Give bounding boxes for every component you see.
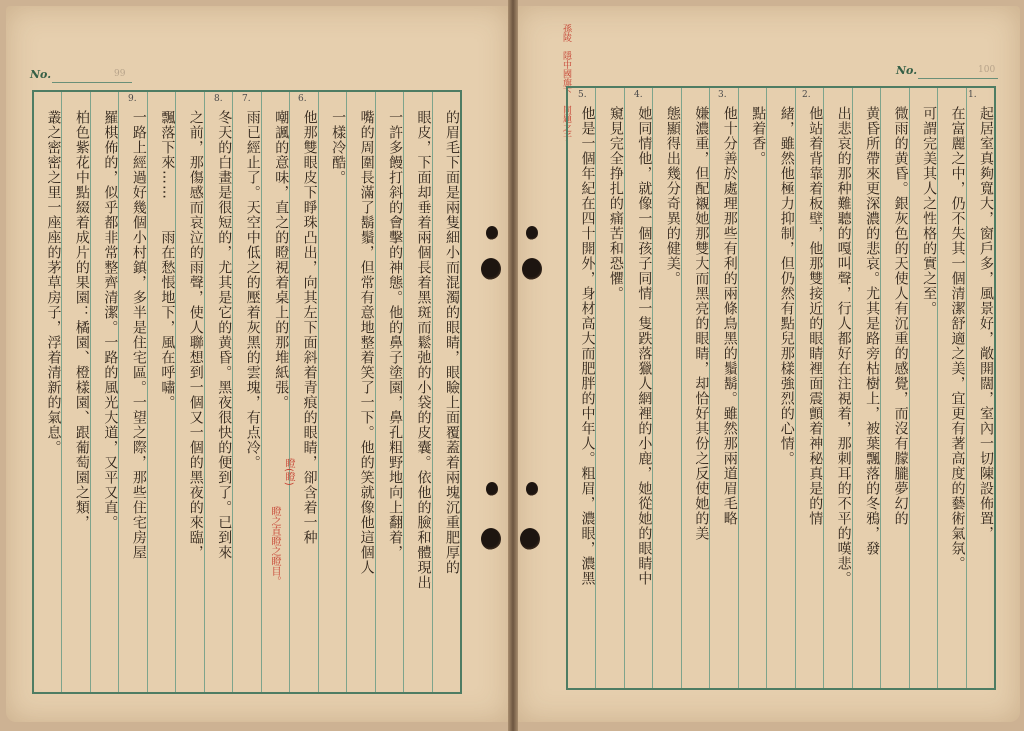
manuscript-column: 可謂完美其人之性格的實之至。 — [909, 88, 937, 688]
no-label: No. — [30, 68, 52, 81]
binding-hole — [526, 226, 538, 240]
manuscript-column: 點着香。 — [738, 88, 766, 688]
book-spine-fold — [508, 0, 518, 731]
binding-hole — [486, 482, 498, 496]
page-number: 99 — [114, 69, 126, 79]
column-number: 4. — [634, 90, 643, 100]
manuscript-column: 嫌濃重，但配襯她那雙大而黑亮的眼睛，却恰好其份之反使她的美 — [681, 88, 709, 688]
manuscript-column: 叢之密密之里一座座的茅草房子，浮着清新的氣息。 — [45, 110, 62, 455]
manuscript-column: 柏色紫花中點綴着成片的果園：橘園、橙樣園、跟葡萄園之類， — [61, 92, 89, 692]
manuscript-column: 出悲哀的那种難聽的嘎叫聲，行人都好在注視着，那刺耳的不平的嘆悲。 — [823, 88, 851, 688]
manuscript-column: 飄落下來…… 雨在愁悵地下，風在呼嘯。 — [147, 92, 175, 692]
binding-hole — [526, 482, 538, 496]
column-number: 2. — [802, 90, 811, 100]
right-manuscript-page — [516, 6, 1020, 722]
manuscript-column: 態顯得出幾分奇異的健美。 — [652, 88, 680, 688]
manuscript-column: 他站着背靠着板壁，他那雙接近的眼睛裡面震顫着神秘真是的情 — [795, 88, 823, 688]
manuscript-column: 緒，雖然他極力抑制，但仍然有點兒那樣強烈的心情。 — [766, 88, 794, 688]
manuscript-column: 他那雙眼皮下睜珠凸出，向其左下面斜着青痕的眼睛，卻含着一种 — [289, 92, 317, 692]
column-number: 8. — [214, 94, 223, 104]
binding-hole — [486, 226, 498, 240]
column-number: 5. — [578, 90, 587, 100]
page-number: 100 — [978, 65, 996, 75]
manuscript-column: 嘲諷的意味，直之的瞪視着桌上的那堆紙張。 — [261, 92, 289, 692]
left-manuscript-page — [6, 6, 510, 722]
manuscript-column: 她同情他，就像一個孩子同情一隻跌落獵人網裡的小鹿，她從她的眼睛中 — [624, 88, 652, 688]
manuscript-column: 微雨的黄昏。銀灰色的天使人有沉重的感覺，而沒有朦朧夢幻的 — [880, 88, 908, 688]
right-column-grid — [566, 86, 996, 690]
manuscript-column: 雨已經止了。天空中低之的壓着灰黑的雲塊，有点冷。 — [232, 92, 260, 692]
no-label: No. — [896, 64, 918, 77]
manuscript-column: 他是一個年紀在四十開外，身材高大而肥胖的中年人。粗眉，濃眼，濃黑 — [579, 106, 596, 586]
column-number: 3. — [718, 90, 727, 100]
manuscript-column: 的眉毛下面是兩隻細小而混濁的眼睛，眼瞼上面覆蓋着兩塊沉重肥厚的 — [432, 92, 460, 692]
manuscript-column: 窺見完全挣扎的痛苦和恐懼。 — [595, 88, 623, 688]
column-number: 6. — [298, 94, 307, 104]
binding-hole — [481, 528, 501, 550]
manuscript-column: 冬天的白畫是很短的，尤其是它的黄昏。黑夜很快的便到了。已到來 — [204, 92, 232, 692]
binding-hole — [520, 528, 540, 550]
manuscript-column: 一樣冷酷。 — [318, 92, 346, 692]
column-number: 7. — [242, 94, 251, 104]
manuscript-column: 他十分善於處理那些有利的兩條鳥黑的鬚鬍。雖然那兩道眉毛略 — [709, 88, 737, 688]
manuscript-column: 黄昏所帶來更深濃的悲哀。尤其是路旁枯樹上，被葉飄落的冬鴉，發 — [852, 88, 880, 688]
left-column-grid — [32, 90, 462, 694]
manuscript-column: 之前，那傷感而哀泣的雨聲，使人聯想到一個又一個的黑夜的來臨， — [175, 92, 203, 692]
binding-hole — [481, 258, 501, 280]
red-correction-note: 瞪(瞪) — [283, 458, 294, 486]
binding-hole — [522, 258, 542, 280]
manuscript-column: 起居室真夠寬大，窗戶多，風景好，敞開闊，室內一切陳設佈置， — [966, 88, 994, 688]
manuscript-column: 一路上經過好幾個小村鎮，多半是住宅區。一望之際，那些住宅房屋 — [118, 92, 146, 692]
no-underline — [918, 78, 998, 79]
manuscript-column: 眼皮，下面却垂着兩個長着黑斑而鬆弛的小袋的皮囊。依他的臉和體現出 — [403, 92, 431, 692]
manuscript-column: 羅棋佈的，似乎都非常整齊清潔。一路的風光大道，又平又直。 — [90, 92, 118, 692]
red-author-stamp: 孫陵 隱中國旗下 同題之子 — [561, 24, 571, 141]
manuscript-column: 在富麗之中，仍不失其一個清潔舒適之美，宜更有著高度的藝術氣氛。 — [937, 88, 965, 688]
manuscript-column: 一許多饅打斜的會擊的神態。他的鼻子塗園，鼻孔粗野地向上翻着， — [375, 92, 403, 692]
manuscript-column: 嘴的周圍長滿了鬍鬚，但常有意地整着笑了一下。他的笑就像他這個人 — [346, 92, 374, 692]
column-number: 1. — [968, 90, 977, 100]
column-number: 9. — [128, 94, 137, 104]
red-correction-note: 瞪之直瞪之瞪目。 — [269, 506, 280, 586]
no-underline — [52, 82, 132, 83]
